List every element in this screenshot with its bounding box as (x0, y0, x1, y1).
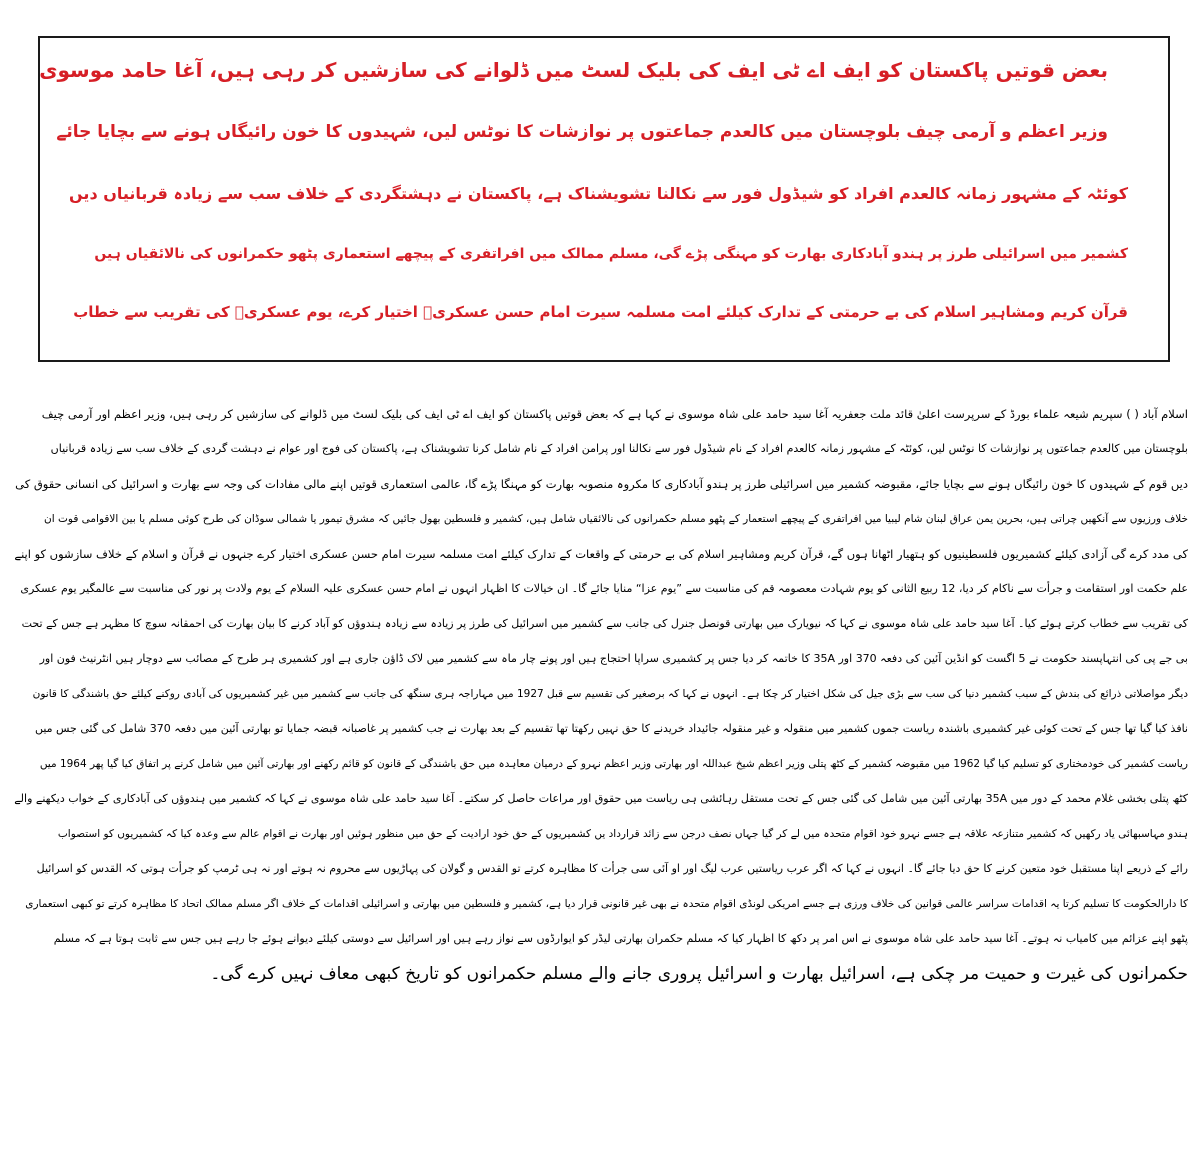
article-body (4, 396, 1194, 1156)
headline-4: کشمیر میں اسرائیلی طرز پر ہندو آبادکاری بھارت کو مہنگی پڑے گی، مسلم ممالک میں افراتفری کے پیچھے استعماری پٹھو حکمرانوں کی نالائقیاں ہیں (94, 246, 1128, 262)
headline-5: قرآن کریم ومشاہیر اسلام کی بے حرمتی کے تدارک کیلئے امت مسلمہ سیرت امام حسن عسکریؑ اختیار کرے، یوم عسکریؑ کی تقریب سے خطاب (73, 303, 1128, 321)
headlines (40, 40, 1168, 358)
body-line: اسلام آباد ( ) سپریم شیعہ علماء بورڈ کے سرپرست اعلیٰ قائد ملت جعفریہ آغا سید حامد علی شاہ موسوی نے کہا ہے کہ بعض قوتیں پاکستان کو ایف اے ٹی ایف کی بلیک لسٹ میں ڈلوانے کی سازشیں کر رہی ہیں، وزیر اعظم اور آرمی چیف (41, 407, 1188, 421)
body-line: حکمرانوں کی غیرت و حمیت مر چکی ہے، اسرائیل بھارت و اسرائیل پروری جانے والے مسلم حکمرانوں کو تاریخ کبھی معاف نہیں کرے گی۔ (210, 964, 1188, 984)
body-line: نافذ کیا گیا تھا جس کے تحت کوئی غیر کشمیری باشندہ ریاست جموں کشمیر میں منقولہ و غیر منقولہ جائیداد خریدنے کا حق نہیں رکھتا تھا تقسیم کے بعد بھارت نے جب کشمیر پر غاصبانہ قبضہ جمایا تو بھارتی آئین میں دفعہ 370 شامل کی گئی جس میں (34, 722, 1188, 735)
body-line: علم حکمت اور استقامت و جرأت سے ناکام کر دیا، 12 ربیع الثانی کو یوم شہادت معصومہ قم کی مناسبت سے ”یوم عزا“ منایا جائے گا۔ ان خیالات کا اظہار انہوں نے امام حسن عسکری علیہ السلام کے یوم ولادت پر نور کی مناسبت سے عالمگیر یوم عسکری (20, 582, 1188, 595)
headline-2: وزیر اعظم و آرمی چیف بلوچستان میں کالعدم جماعتوں پر نوازشات کا نوٹس لیں، شہیدوں کا خون رائیگاں ہونے سے بچایا جائے (56, 122, 1108, 142)
body-line: خلاف ورزیوں سے آنکھیں چراتی ہیں، بحرین یمن عراق لبنان شام لیبیا میں افراتفری کے پیچھے استعمار کے پٹھو مسلم حکمرانوں کی نالائقیاں شامل ہیں، کشمیر و فلسطین بھول جائیں کہ مشرق تیمور یا شمالی سوڈان کی طرح کوئی مسلم یا بین الاقوامی قوت ان (44, 513, 1188, 525)
body-line: دیگر مواصلاتی ذرائع کی بندش کے سبب کشمیر دنیا کی سب سے بڑی جیل کی شکل اختیار کر چکا ہے۔ انہوں نے کہا کہ برصغیر کی تقسیم سے قبل 1927 میں مہاراجہ ہری سنگھ کی جانب سے کشمیر میں غیر کشمیریوں کی آبادی روکنے کیلئے حق باشندگی کا قانون (32, 688, 1188, 700)
body-line: پٹھو اپنے عزائم میں کامیاب نہ ہوتے۔ آغا سید حامد علی شاہ موسوی نے اس امر پر دکھ کا اظہار کیا کہ مسلم حکمران بھارتی لیڈر کو ایوارڈوں سے نواز رہے ہیں اور اسرائیل سے دوستی کیلئے دیوانے ہوئے جا رہے ہیں جس سے ثابت ہوتا ہے کہ مسلم (53, 932, 1188, 945)
body-line: دیں قوم کے شہیدوں کا خون رائیگاں ہونے سے بچایا جائے، مقبوضہ کشمیر میں اسرائیلی طرز پر ہندو آبادکاری کا مکروہ منصوبہ بھارت کو مہنگا پڑے گا، عالمی استعماری قوتیں اپنے مالی مفادات کی وجہ سے بھارت و اسرائیل کی انسانی حقوق کی (15, 477, 1188, 491)
body-line: کی تقریب سے خطاب کرتے ہوئے کیا۔ آغا سید حامد علی شاہ موسوی نے کہا کہ نیویارک میں بھارتی قونصل جنرل کی جانب سے کشمیر میں اسرائیل کی طرز پر زیادہ سے زیادہ ہندوؤں کو آباد کرنے کا بیان بھارت کی احمقانہ سوچ کا مظہر ہے جس کے تحت (21, 617, 1188, 630)
body-line: ریاست کشمیر کی خودمختاری کو تسلیم کیا گیا 1962 میں مقبوضہ کشمیر کے کٹھ پتلی وزیر اعظم شیخ عبداللہ اور بھارتی وزیر اعظم نہرو کے درمیان معاہدہ میں حق باشندگی کے قانون کو قائم رکھنے اور بھارتی آئین میں شامل کرنے پر اتفاق کیا گیا پھر 1964 میں (39, 758, 1188, 770)
body-line: ہندو مہاسبھائی یاد رکھیں کہ کشمیر متنازعہ علاقہ ہے جسے نہرو خود اقوام متحدہ میں لے کر گیا جہاں نصف درجن سے زائد قرارداد یں کشمیریوں کے حق خود ارادیت کے حق میں منظور ہوئیں اور بھارت نے اقوام عالم سے وعدہ کیا کہ کشمیریوں کو استصواب (57, 828, 1188, 840)
body-line: کا دارالحکومت کا تسلیم کرتا یہ اقدامات سراسر عالمی قوانین کی خلاف ورزی ہے جسے امریکی لونڈی اقوام متحدہ نے بھی غیر قانونی قرار دیا ہے، کشمیر و فلسطین میں بھارتی و اسرائیلی اقدامات کے خلاف اگر مسلم ممالک اتحاد کا مظاہرہ کرتے تو کبھی استعماری (25, 898, 1188, 910)
body-line: بلوچستان میں کالعدم جماعتوں پر نوازشات کا نوٹس لیں، کوئٹہ کے مشہور زمانہ کالعدم افراد کے نام شیڈول فور سے نکالنا اور پرامن افراد کے نام شامل کرنا تشویشناک ہے، پاکستان کی فوج اور عوام نے دہشت گردی کے خلاف سب سے زیادہ قربانیاں (50, 442, 1188, 455)
headline-1: بعض قوتیں پاکستان کو ایف اے ٹی ایف کی بلیک لسٹ میں ڈلوانے کی سازشیں کر رہی ہیں، آغا حامد موسوی (39, 58, 1108, 82)
body-line: رائے کے ذریعے اپنا مستقبل خود متعین کرنے کا حق دیا جائے گا۔ انہوں نے کہا کہ اگر عرب ریاستیں عرب لیگ اور او آئی سی جرأت کا مظاہرہ کرتے تو القدس و گولان کی پہاڑیوں سے محروم نہ ہوتے اور نہ ہی ٹرمپ کو جرأت ہوتی کہ القدس کو اسرائیل (36, 862, 1188, 875)
body-line: کی مدد کرے گی آزادی کیلئے کشمیریوں فلسطینیوں کو ہتھیار اٹھانا ہوں گے، قرآن کریم ومشاہیر اسلام کی بے حرمتی کے واقعات کے تدارک کیلئے امت مسلمہ سیرت امام حسن عسکری اختیار کرے جنہوں نے قرآن و اسلام کے خلاف سازشوں کو اپنے (14, 547, 1188, 561)
body-line: بی جے پی کی انتہاپسند حکومت نے 5 اگست کو انڈین آئین کی دفعہ 370 اور 35A کا خاتمہ کر دیا جس پر کشمیری سراپا احتجاج ہیں اور پونے چار ماہ سے کشمیر میں لاک ڈاؤن جاری ہے اور کشمیری ہر طرح کے مصائب سے دوچار ہیں انٹرنیٹ فون اور (39, 652, 1188, 665)
headline-3: کوئٹہ کے مشہور زمانہ کالعدم افراد کو شیڈول فور سے نکالنا تشویشناک ہے، پاکستان نے دہشتگردی کے خلاف سب سے زیادہ قربانیاں دیں (69, 184, 1128, 203)
body-line: کٹھ پتلی بخشی غلام محمد کے دور میں 35A بھارتی آئین میں شامل کی گئی جس کے تحت مستقل رہائشی ہی ریاست میں حقوق اور مراعات حاصل کر سکتے۔ آغا سید حامد علی شاہ موسوی نے کہا کہ کشمیر میں ہندوؤں کی آبادکاری کے خواب دیکھنے والے (14, 792, 1188, 805)
